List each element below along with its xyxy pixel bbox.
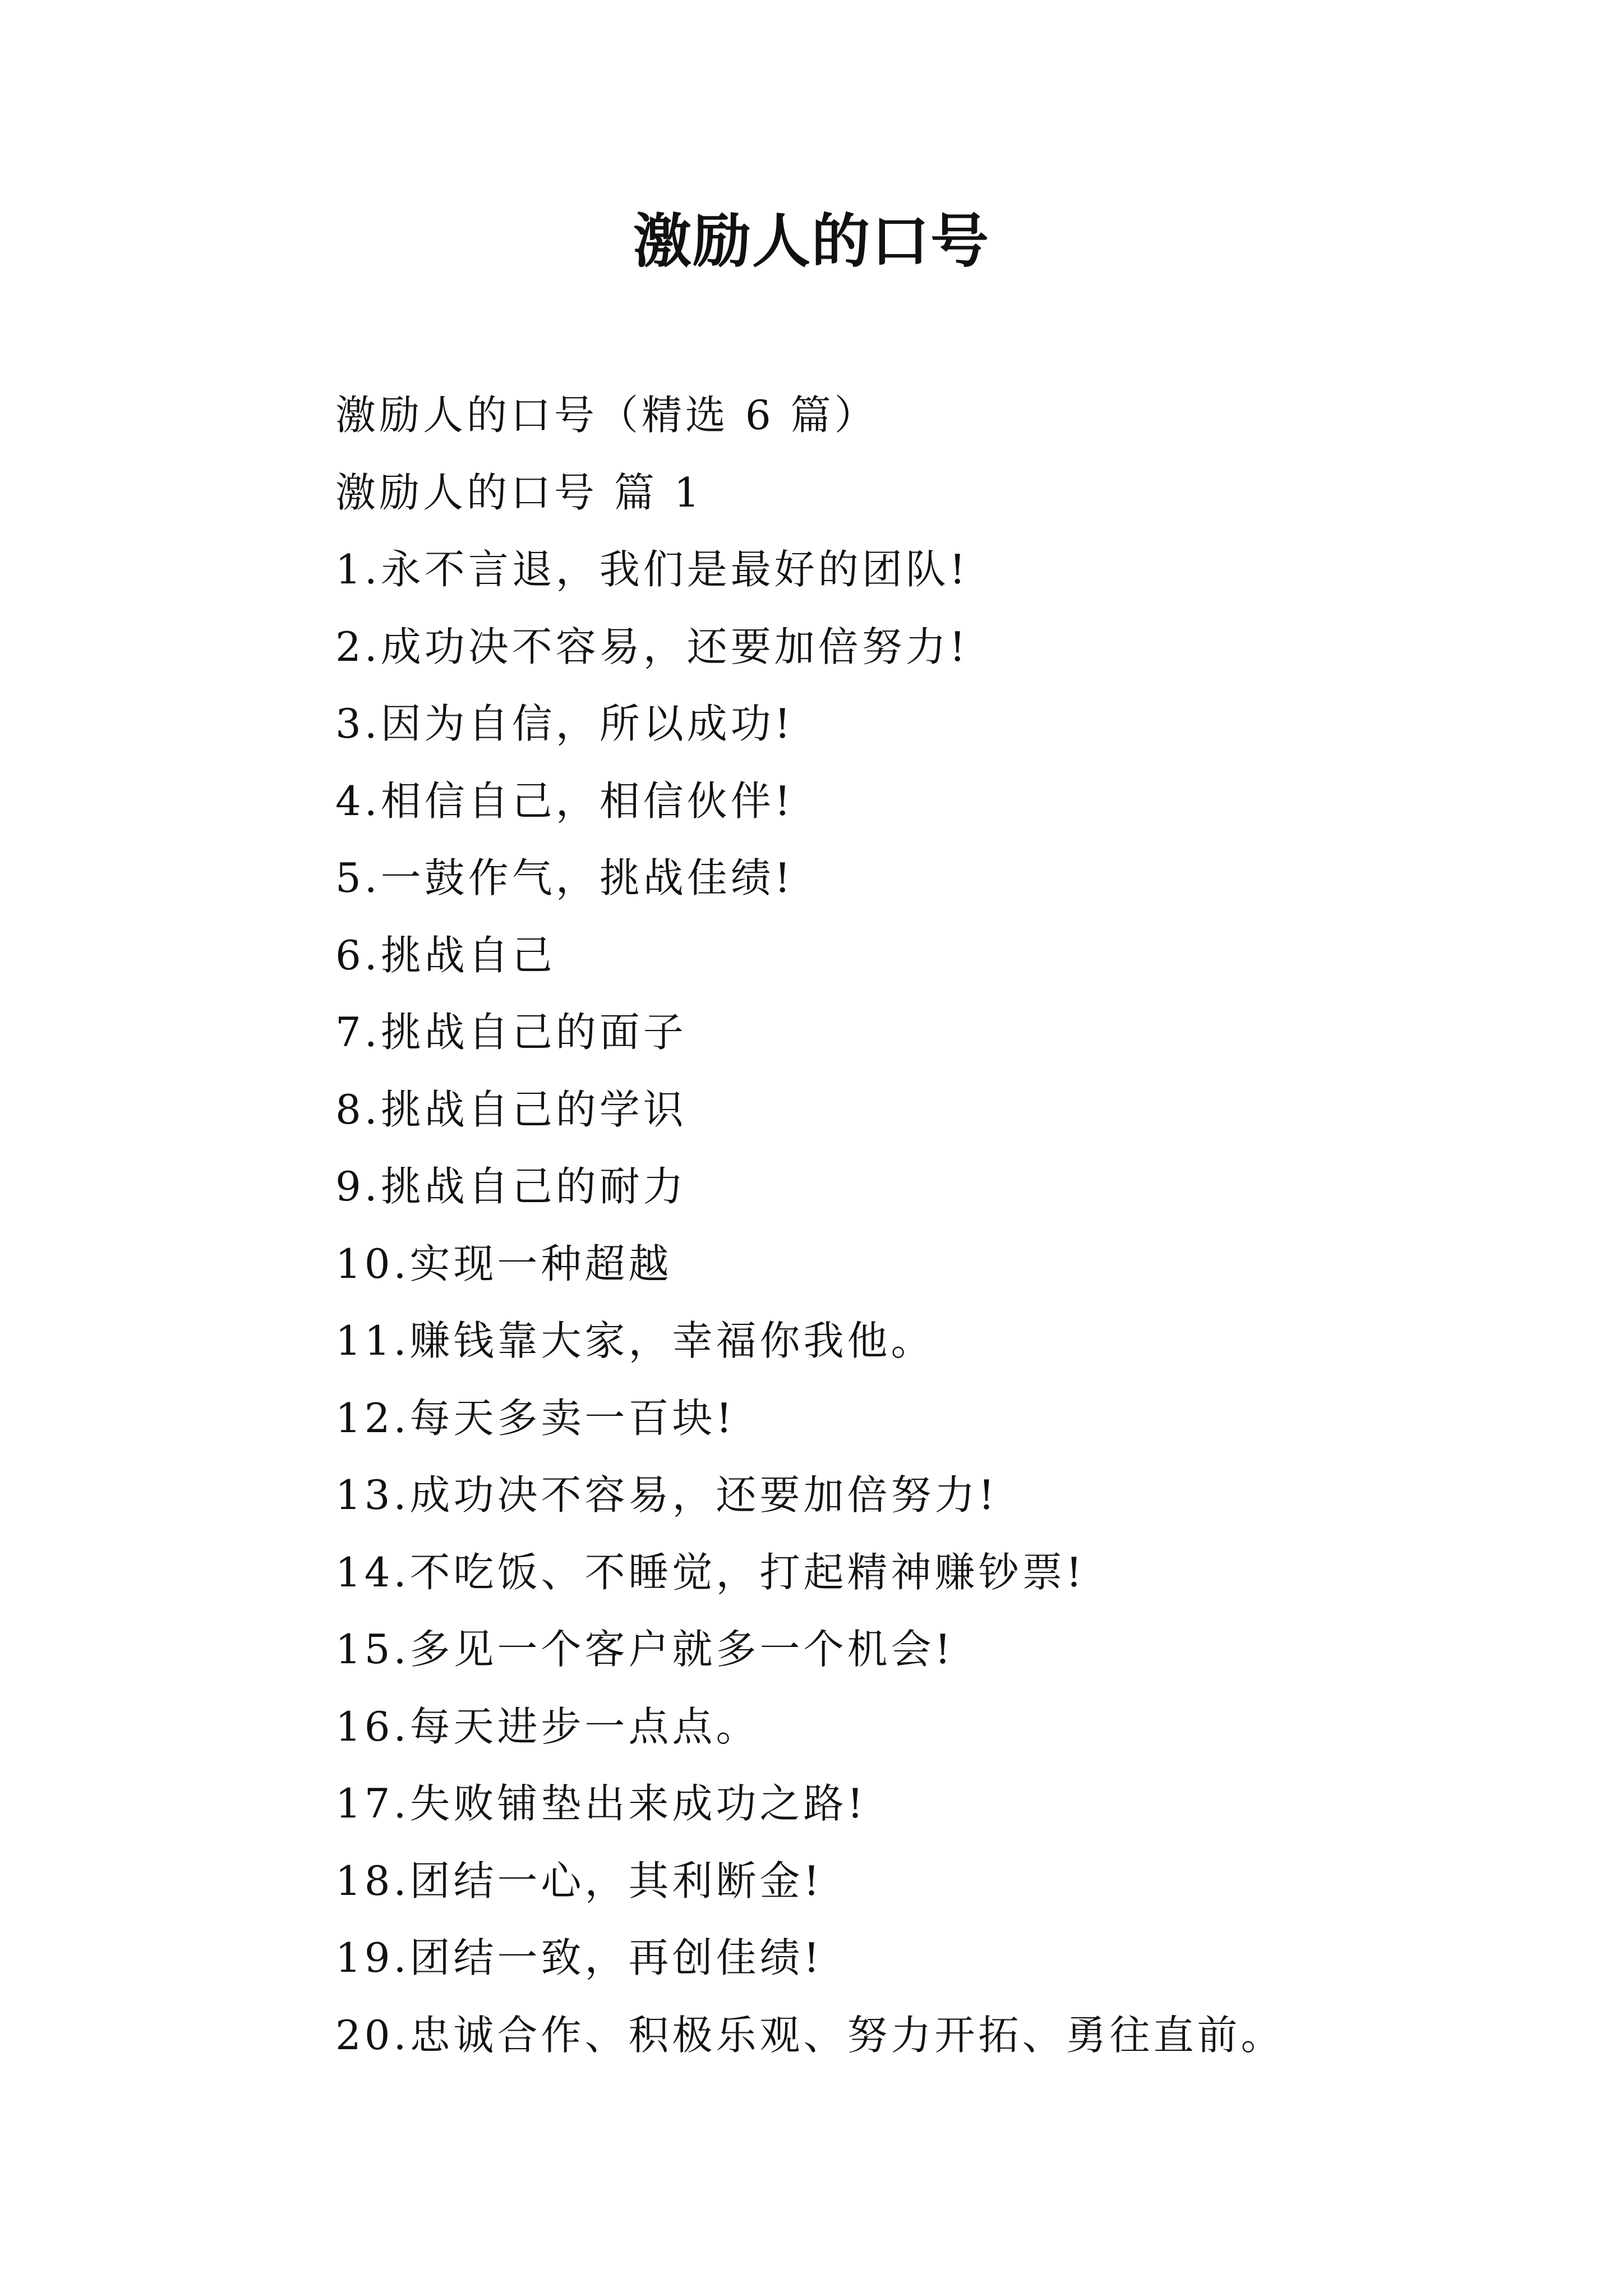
list-item: 6.挑战自己 — [335, 931, 556, 979]
list-item: 9.挑战自己的耐力 — [335, 1163, 687, 1210]
list-item: 8.挑战自己的学识 — [335, 1085, 687, 1133]
list-item: 2.成功决不容易，还要加倍努力! — [335, 623, 969, 670]
document-subtitle: 激励人的口号（精选 6 篇） — [335, 392, 878, 439]
list-item: 5.一鼓作气，挑战佳绩! — [335, 854, 794, 901]
list-item: 12.每天多卖一百块! — [335, 1394, 736, 1442]
list-item: 16.每天进步一点点。 — [335, 1703, 760, 1750]
list-item: 17.失败铺垫出来成功之路! — [335, 1780, 867, 1827]
list-item: 10.实现一种超越 — [335, 1240, 672, 1287]
list-item: 14.不吃饭、不睡觉，打起精神赚钞票! — [335, 1548, 1086, 1596]
list-item: 11.赚钱靠大家，幸福你我他。 — [335, 1317, 935, 1364]
list-item: 19.团结一致，再创佳绩! — [335, 1934, 823, 1981]
document-title: 激励人的口号 — [633, 206, 990, 275]
list-item: 7.挑战自己的面子 — [335, 1009, 687, 1056]
list-item: 13.成功决不容易，还要加倍努力! — [335, 1471, 998, 1519]
list-item: 20.忠诚合作、积极乐观、努力开拓、勇往直前。 — [335, 2011, 1285, 2059]
document-body — [335, 377, 1513, 2074]
list-item: 18.团结一心，其利断金! — [335, 1857, 823, 1904]
list-item: 3.因为自信，所以成功! — [335, 700, 794, 747]
list-item: 4.相信自己，相信伙伴! — [335, 777, 794, 825]
list-item: 15.多见一个客户就多一个机会! — [335, 1626, 955, 1673]
list-item: 1.永不言退，我们是最好的团队! — [335, 546, 969, 593]
section-heading: 激励人的口号 篇 1 — [335, 468, 703, 516]
